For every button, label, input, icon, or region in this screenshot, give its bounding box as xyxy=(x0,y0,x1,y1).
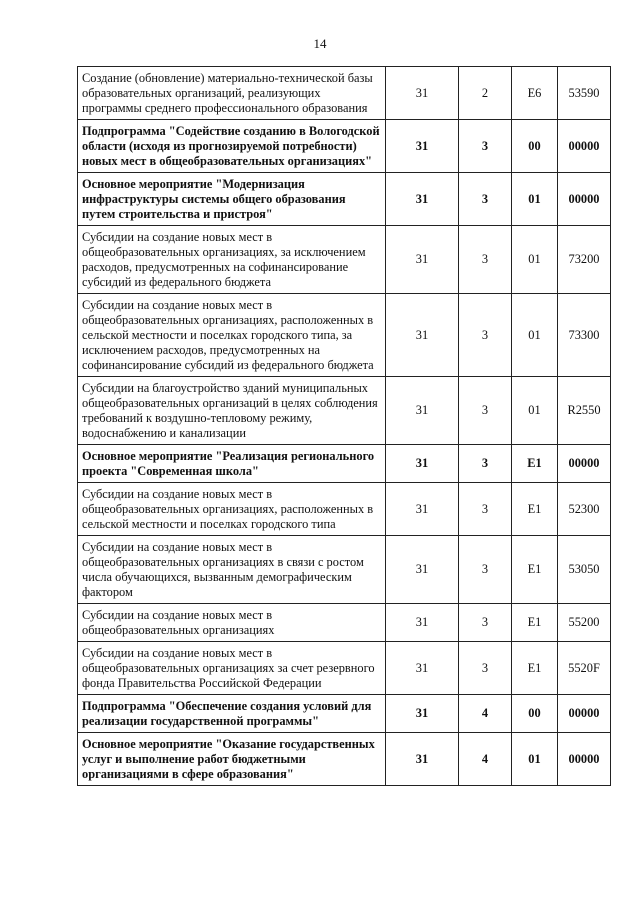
row-name: Субсидии на создание новых мест в общеобразовательных организациях, расположенных в сельской местности и поселках городского типа, за исключением расходов, предусмотренных на софинансирование субсидий из федерального бюджета xyxy=(78,294,386,377)
program-code: 31 xyxy=(386,695,459,733)
subprogram-code: 3 xyxy=(459,120,512,173)
activity-code: Е1 xyxy=(512,604,558,642)
activity-code: 01 xyxy=(512,294,558,377)
program-code: 31 xyxy=(386,445,459,483)
subprogram-code: 2 xyxy=(459,67,512,120)
activity-code: 01 xyxy=(512,173,558,226)
table-row xyxy=(78,294,611,377)
direction-code: 00000 xyxy=(558,173,611,226)
table-row xyxy=(78,120,611,173)
row-name: Субсидии на создание новых мест в общеобразовательных организациях в связи с ростом числа обучающихся, вызванным демографическим фактором xyxy=(78,536,386,604)
table-row xyxy=(78,604,611,642)
subprogram-code: 3 xyxy=(459,483,512,536)
activity-code: 01 xyxy=(512,733,558,786)
program-code: 31 xyxy=(386,294,459,377)
budget-classification-table xyxy=(77,66,611,786)
program-code: 31 xyxy=(386,733,459,786)
activity-code: Е1 xyxy=(512,483,558,536)
activity-code: Е6 xyxy=(512,67,558,120)
row-name: Основное мероприятие "Модернизация инфраструктуры системы общего образования путем строительства и пристроя" xyxy=(78,173,386,226)
table-row xyxy=(78,226,611,294)
table-row xyxy=(78,642,611,695)
direction-code: 73300 xyxy=(558,294,611,377)
subprogram-code: 3 xyxy=(459,294,512,377)
program-code: 31 xyxy=(386,120,459,173)
direction-code: 00000 xyxy=(558,120,611,173)
program-code: 31 xyxy=(386,604,459,642)
row-name: Основное мероприятие "Оказание государственных услуг и выполнение работ бюджетными организациями в сфере образования" xyxy=(78,733,386,786)
program-code: 31 xyxy=(386,642,459,695)
row-name: Подпрограмма "Содействие созданию в Вологодской области (исходя из прогнозируемой потребности) новых мест в общеобразовательных организациях" xyxy=(78,120,386,173)
table-row xyxy=(78,733,611,786)
subprogram-code: 3 xyxy=(459,173,512,226)
direction-code: 53050 xyxy=(558,536,611,604)
activity-code: 01 xyxy=(512,226,558,294)
direction-code: 55200 xyxy=(558,604,611,642)
subprogram-code: 4 xyxy=(459,695,512,733)
subprogram-code: 4 xyxy=(459,733,512,786)
row-name: Основное мероприятие "Реализация регионального проекта "Современная школа" xyxy=(78,445,386,483)
table-row xyxy=(78,536,611,604)
row-name: Субсидии на создание новых мест в общеобразовательных организациях, расположенных в сельской местности и поселках городского типа xyxy=(78,483,386,536)
table-row xyxy=(78,483,611,536)
table-row xyxy=(78,377,611,445)
direction-code: 73200 xyxy=(558,226,611,294)
activity-code: 00 xyxy=(512,120,558,173)
subprogram-code: 3 xyxy=(459,445,512,483)
program-code: 31 xyxy=(386,483,459,536)
table-row xyxy=(78,695,611,733)
program-code: 31 xyxy=(386,536,459,604)
program-code: 31 xyxy=(386,226,459,294)
program-code: 31 xyxy=(386,173,459,226)
activity-code: Е1 xyxy=(512,445,558,483)
subprogram-code: 3 xyxy=(459,536,512,604)
subprogram-code: 3 xyxy=(459,226,512,294)
subprogram-code: 3 xyxy=(459,377,512,445)
direction-code: 5520F xyxy=(558,642,611,695)
row-name: Создание (обновление) материально-технической базы образовательных организаций, реализующих программы среднего профессионального образования xyxy=(78,67,386,120)
subprogram-code: 3 xyxy=(459,604,512,642)
row-name: Субсидии на благоустройство зданий муниципальных общеобразовательных организаций в целях соблюдения требований к воздушно-тепловому режиму, водоснабжению и канализации xyxy=(78,377,386,445)
activity-code: Е1 xyxy=(512,536,558,604)
direction-code: 00000 xyxy=(558,695,611,733)
direction-code: 00000 xyxy=(558,733,611,786)
direction-code: 53590 xyxy=(558,67,611,120)
row-name: Субсидии на создание новых мест в общеобразовательных организациях, за исключением расходов, предусмотренных на софинансирование субсидий из федерального бюджета xyxy=(78,226,386,294)
table-row xyxy=(78,445,611,483)
direction-code: R2550 xyxy=(558,377,611,445)
table-body xyxy=(78,67,611,786)
activity-code: 01 xyxy=(512,377,558,445)
row-name: Субсидии на создание новых мест в общеобразовательных организациях xyxy=(78,604,386,642)
direction-code: 52300 xyxy=(558,483,611,536)
subprogram-code: 3 xyxy=(459,642,512,695)
direction-code: 00000 xyxy=(558,445,611,483)
table-row xyxy=(78,173,611,226)
program-code: 31 xyxy=(386,377,459,445)
activity-code: Е1 xyxy=(512,642,558,695)
row-name: Подпрограмма "Обеспечение создания условий для реализации государственной программы" xyxy=(78,695,386,733)
row-name: Субсидии на создание новых мест в общеобразовательных организациях за счет резервного фонда Правительства Российской Федерации xyxy=(78,642,386,695)
page-number: 14 xyxy=(313,36,327,51)
program-code: 31 xyxy=(386,67,459,120)
activity-code: 00 xyxy=(512,695,558,733)
table-row xyxy=(78,67,611,120)
